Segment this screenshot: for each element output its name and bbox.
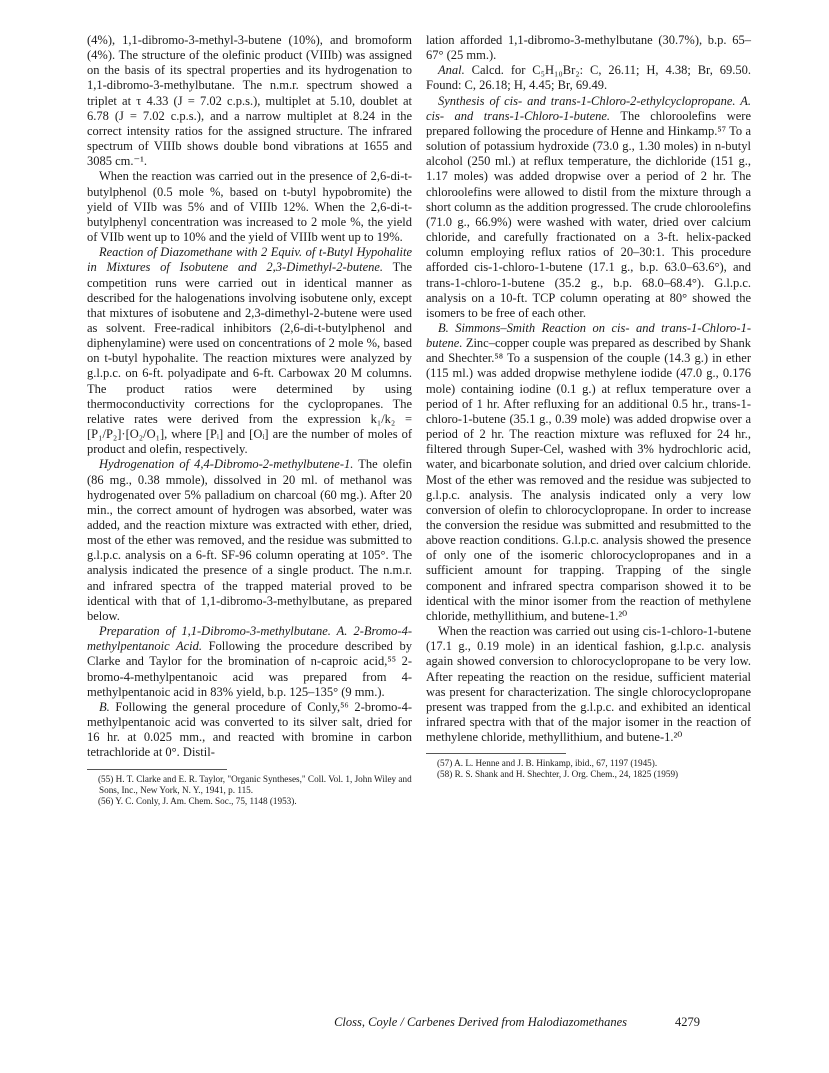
right-column <box>426 33 751 780</box>
paragraph <box>87 700 412 761</box>
paragraph: (4%), 1,1-dibromo-3-methyl-3-butene (10%), and bromoform (4%). The structure of the olefinic product (VIIIb) was assigned on the basis of its spectral properties and its hydrogenation to 1,1-dibromo-3-methylbutane. The n.m.r. spectrum showed a triplet at τ 4.33 (J = 7.02 c.p.s.), multiplet at 5.10, doublet at 6.78 (J = 7.02 c.p.s.), and a narrow multiplet at 8.24 in the correct intensity ratios for the assigned structure. The infrared spectrum of VIIIb shows double bond vibrations at 1655 and 3085 cm.⁻¹. <box>87 33 412 169</box>
section-heading: Anal. <box>438 63 465 78</box>
footnotes <box>426 758 751 780</box>
paragraph-body: Following the general procedure of Conly,⁵⁶ 2-bromo-4-methylpentanoic acid was converted to its silver salt, dried for 16 hr. at 0.025 mm., and reacted with bromine in carbon tetrachloride at 0°. Distil- <box>87 699 413 760</box>
paragraph <box>426 63 751 93</box>
paragraph-body: The chloroolefins were prepared following the procedure of Henne and Hinkamp.⁵⁷ To a solution of potassium hydroxide (73.0 g., 1.30 moles) in n-butyl alcohol (250 ml.) at reflux temperature, the dichloride (151 g., 1.17 moles) was added dropwise over a period of 2 hr. The chloroolefins were allowed to distil from the mixture through a short column as the addition progressed. The crude chloroolefins (71.0 g., 66.9%) were washed with water, dried over calcium chloride, and carefully fractionated on a 3-ft. helix-packed column employing reflux ratios of 20–30:1. This procedure afforded cis-1-chloro-1-butene (17.1 g., b.p. 63.0–63.6°), and trans-1-chloro-1-butene (35.2 g., b.p. 68.0–68.4°). G.l.p.c. analysis on a 10-ft. TCP column operating at 80° showed the isomers to be free of each other. <box>426 108 751 320</box>
paragraph-body: Zinc–copper couple was prepared as described by Shank and Shechter.⁵⁸ To a suspension of the couple (14.3 g.) in ether (115 ml.) was added dropwise methylene iodide (47.0 g., 0.176 mole) containing iodine (0.1 g.) at reflux temperature over a period of 1 hr. After refluxing for an additional 0.5 hr., trans-1-chloro-1-butene (35.1 g., 0.39 mole) was added dropwise over a period of 2 hr. The reaction mixture was refluxed for 24 hr., filtered through Super-Cel, washed with 3% hydrochloric acid, water, and bicarbonate solution, and dried over calcium chloride. Most of the ether was removed and the residue was subjected to g.l.p.c. analysis. The analysis indicated only a very low conversion of olefin to chlorocyclopropane. In order to increase the conversion the residue was submitted and resubmitted to the above reaction conditions. G.l.p.c. analysis showed the presence of only one of the isomeric chlorocyclopropanes and in a sufficient amount for trapping. Trapping of the single component and infrared spectra comparison showed it to be identical with the minor isomer from the reaction of methylene chloride, methyllithium, and butene-1.²⁰ <box>426 336 752 623</box>
running-head: Closs, Coyle / Carbenes Derived from Halodiazomethanes <box>334 1015 627 1029</box>
paragraph-body: Following the procedure described by Clarke and Taylor for the bromination of n-caproic acid,⁵⁵ 2-bromo-4-methylpentanoic acid was prepared from 4-methylpentanoic acid in 83% yield, b.p. 125–135° (9 mm.). <box>87 639 412 699</box>
section-heading: Synthesis of cis- and trans-1-Chloro-2-ethylcyclopropane. A. cis- and trans-1-Chloro-1-butene. <box>426 93 751 123</box>
paragraph-body: The competition runs were carried out in identical manner as described for the halogenations involving isobutene only, except that mixtures of isobutene and 2,3-dimethyl-2-butene were used as solvent. Free-radical inhibitors (2,6-di-t-butylphenol and diphenylamine) were used on concentrations of 2 mole %, based on t-butyl hypohalite. The reaction mixtures were analyzed by g.l.p.c. on 6-ft. polyadipate and 6-ft. Carbowax 20 M columns. The product ratios were determined by using thermoconductivity corrections for the cyclopropanes. The relative rates were derived from the expression k₁/k₂ = [P₁/P₂]·[O₂/O₁], where [Pᵢ] and [Oᵢ] are the number of moles of product and olefin, respectively. <box>87 260 412 457</box>
footnote: (56) Y. C. Conly, J. Am. Chem. Soc., 75, 1148 (1953). <box>98 795 297 806</box>
paragraph <box>87 245 412 457</box>
paragraph <box>426 94 751 321</box>
footnotes <box>87 774 412 807</box>
paragraph-body: The olefin (86 mg., 0.38 mmole), dissolved in 20 ml. of methanol was hydrogenated over 5% palladium on charcoal (60 mg.). After 20 min., the correct amount of hydrogen was absorbed, water was added, and the reaction mixture was extracted with ether, dried, most of the ether was removed, and the residue was submitted to g.l.p.c. analysis on a 6-ft. SF-96 column operating at 105°. The analysis indicated the presence of a single product. The n.m.r. and infrared spectra of the trapped material proved to be identical with that of 1,1-dibromo-3-methylbutane, as prepared below. <box>87 457 412 623</box>
paragraph <box>87 457 412 624</box>
section-heading: B. Simmons–Smith Reaction on cis- and trans-1-Chloro-1-butene. <box>426 320 751 351</box>
section-heading: Reaction of Diazomethane with 2 Equiv. of t-Butyl Hypohalite in Mixtures of Isobutene and 2,3-Dimethyl-2-butene. <box>87 245 412 275</box>
page-number: 4279 <box>675 1015 700 1029</box>
footnote-rule <box>87 769 227 770</box>
section-heading: Hydrogenation of 4,4-Dibromo-2-methylbutene-1. <box>99 457 354 472</box>
paragraph <box>426 321 751 624</box>
paragraph: When the reaction was carried out in the presence of 2,6-di-t-butylphenol (0.5 mole %, based on t-butyl hypobromite) the yield of VIIb was 5% and of VIIIb 12%. When the 2,6-di-t-butylphenyl concentration was increased to 2 mole %, the yield of VIIb went up to 10% and the yield of VIIIb went up to 19%. <box>87 169 412 245</box>
footnote: (57) A. L. Henne and J. B. Hinkamp, ibid., 67, 1197 (1945). <box>437 758 658 769</box>
footnote: (55) H. T. Clarke and E. R. Taylor, "Organic Syntheses," Coll. Vol. 1, John Wiley and Sons, Inc., New York, N. Y., 1941, p. 115. <box>98 773 412 795</box>
paragraph-body: Calcd. for C₅H₁₀Br₂: C, 26.11; H, 4.38; Br, 69.50. Found: C, 26.18; H, 4.45; Br, 69.49. <box>426 63 751 93</box>
left-column <box>87 33 412 807</box>
paragraph: When the reaction was carried out using cis-1-chloro-1-butene (17.1 g., 0.19 mole) in an identical fashion, g.l.p.c. analysis again showed conversion to chlorocyclopropane to be very low. After repeating the reaction on the residue, sufficient material was present for characterization. The single chlorocyclopropane present was trapped from the g.l.p.c. and exhibited an identical infrared spectra with that of the major isomer in the reaction of methylene chloride, methyllithium, and butene-1.²⁰ <box>426 624 751 745</box>
section-heading: Preparation of 1,1-Dibromo-3-methylbutane. A. 2-Bromo-4-methylpentanoic Acid. <box>87 624 412 654</box>
section-heading: B. <box>99 699 110 714</box>
footnote: (58) R. S. Shank and H. Shechter, J. Org. Chem., 24, 1825 (1959) <box>437 769 679 780</box>
paragraph <box>87 624 412 700</box>
paragraph: lation afforded 1,1-dibromo-3-methylbutane (30.7%), b.p. 65–67° (25 mm.). <box>426 33 751 63</box>
footnote-rule <box>426 753 566 754</box>
